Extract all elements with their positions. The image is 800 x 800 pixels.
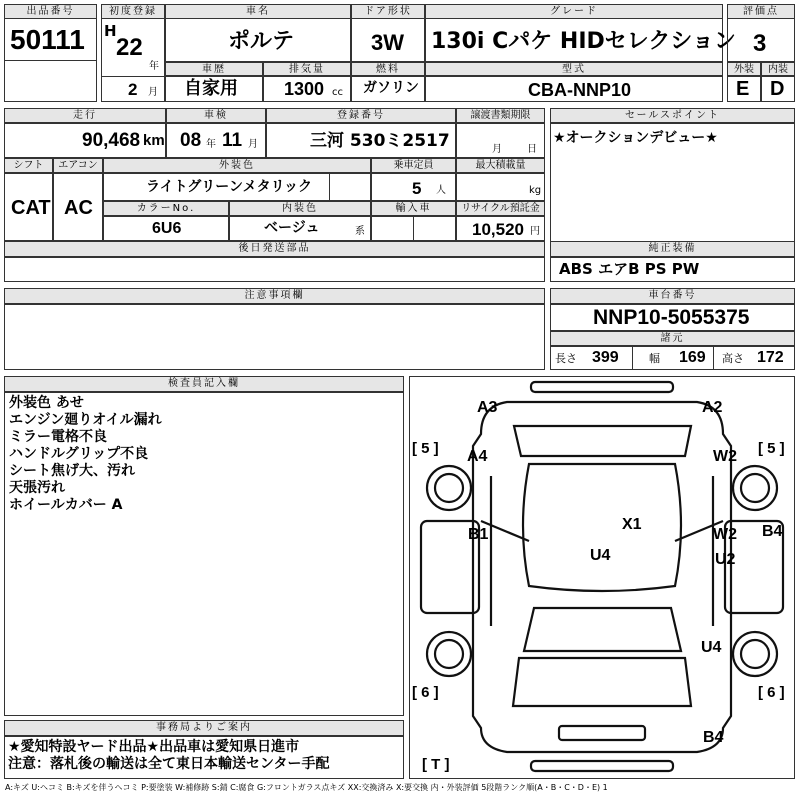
spare-tire-shape [559, 726, 645, 740]
grade: 130i Cパケ HIDセレクション [431, 29, 736, 54]
car-outline-shape [473, 399, 731, 752]
interior-grade: D [770, 78, 785, 100]
inspector-note: 天張汚れ [9, 480, 65, 496]
wheel-rr-shape [733, 466, 777, 510]
width-label: 幅 [649, 352, 660, 365]
inspector-note: ホイールカバー A [9, 497, 123, 513]
width: 169 [679, 349, 706, 366]
year-unit: 年 [149, 61, 159, 72]
lot-number-label: 出品番号 [4, 4, 97, 19]
door-type: 3W [371, 30, 404, 55]
windshield-shape [524, 608, 681, 651]
interior-color-label: 内装色 [229, 201, 371, 216]
sales-point-text: ★オークションデビュー★ [553, 130, 718, 146]
capacity: 5 [412, 179, 422, 198]
fuel-label: 燃料 [351, 62, 425, 76]
color-no-label: カラーNo. [103, 201, 229, 216]
import-divider [413, 216, 414, 241]
first-reg-month: 2 [128, 80, 138, 99]
damage-mark-a3: A3 [477, 399, 498, 416]
damage-mark-w2: W2 [713, 448, 737, 465]
office-line: ★愛知特設ヤード出品★出品車は愛知県日進市 [8, 739, 300, 755]
interior-color-unit: 系 [355, 226, 365, 237]
recycle-deposit: 10,520 [472, 220, 524, 239]
exterior-color: ライトグリーンメタリック [146, 179, 313, 195]
spec-divider-1 [632, 346, 633, 370]
transfer-month-unit: 月 [492, 144, 502, 155]
damage-mark-u4: U4 [590, 547, 611, 564]
height: 172 [757, 349, 784, 366]
caution-label: 注意事項欄 [4, 288, 545, 304]
wheel-rl-inner [435, 474, 463, 502]
wheel-rl-shape [427, 466, 471, 510]
chassis-label: 車台番号 [550, 288, 795, 304]
damage-mark-u4: U4 [701, 639, 722, 656]
plate-label: 登録番号 [266, 108, 456, 123]
car-name: ポルテ [228, 29, 295, 54]
inspector-label: 検査員記入欄 [4, 376, 404, 392]
score: 3 [753, 30, 767, 57]
max-load-label: 最大積載量 [456, 158, 545, 173]
fuel: ガソリン [363, 80, 419, 96]
lot-number: 50111 [10, 24, 85, 55]
interior-label: 内装 [761, 62, 795, 76]
grade-label: グレード [425, 4, 723, 19]
inspector-note: エンジン廻りオイル漏れ [9, 412, 162, 428]
ac-label: エアコン [53, 158, 103, 173]
mileage: 90,468 [82, 130, 141, 151]
sales-point-label: セールスポイント [550, 108, 795, 123]
later-parts-box [4, 257, 545, 282]
length: 399 [592, 349, 619, 366]
color-no: 6U6 [152, 220, 182, 237]
exterior-label: 外装 [727, 62, 761, 76]
era: H [104, 22, 117, 40]
bracket-bottom: [ T ] [422, 756, 450, 773]
mileage-label: 走行 [4, 108, 166, 123]
shift: CAT [11, 197, 51, 219]
legend-text: A:キズ U:ヘコミ B:キズを伴うヘコミ P:要塗装 W:補修跡 S:錆 C:腐食 G:フロントガラス点キズ XX:交換済み X:要交換 内・外装評価 5段階ランク順(A・B・C・D・E) 1 [5, 783, 608, 792]
score-label: 評価点 [727, 4, 795, 19]
office-line: 注意：落札後の輸送は全て東日本輸送センター手配 [8, 756, 330, 772]
bracket-top-right: [ 5 ] [758, 440, 785, 457]
max-load-unit: kg [529, 185, 542, 196]
inspector-note: 外装色 あせ [9, 395, 84, 411]
mileage-unit: km [143, 132, 165, 149]
chassis-number: NNP10-5055375 [593, 306, 750, 329]
inspection-month-unit: 月 [248, 139, 258, 150]
car-name-label: 車名 [165, 4, 351, 19]
interior-color: ベージュ [264, 220, 320, 236]
color-divider [329, 173, 330, 201]
damage-mark-b4: B4 [703, 729, 724, 746]
inspection-year-unit: 年 [206, 139, 216, 150]
damage-mark-a4: A4 [467, 448, 488, 465]
front-bumper-shape [531, 761, 673, 771]
damage-mark-a2: A2 [702, 399, 723, 416]
displacement-label: 排気量 [263, 62, 351, 76]
air-conditioner: AC [64, 197, 93, 219]
shift-label: シフト [4, 158, 53, 173]
height-label: 高さ [722, 352, 744, 365]
model-label: 型式 [425, 62, 723, 76]
rear-bumper-shape [531, 382, 673, 392]
first-reg-divider [101, 76, 165, 77]
caution-box [4, 304, 545, 370]
hood-shape [513, 658, 691, 706]
wheel-fr-inner [741, 640, 769, 668]
damage-mark-b4: B4 [762, 523, 783, 540]
inspector-note: ミラー電格不良 [9, 429, 107, 445]
transfer-day-unit: 日 [527, 144, 537, 155]
bracket-bottom-left: [ 6 ] [412, 684, 439, 701]
model: CBA-NNP10 [528, 80, 632, 100]
equipment: ABS エアB PS PW [559, 260, 700, 278]
spec-label: 諸元 [550, 331, 795, 346]
recycle-unit: 円 [530, 226, 540, 237]
equipment-label: 純正装備 [550, 241, 795, 257]
import-label: 輸入車 [371, 201, 456, 216]
plate-number: 三河 530ミ2517 [310, 131, 450, 151]
inspector-notes [9, 395, 162, 514]
capacity-label: 乗車定員 [371, 158, 456, 173]
lot-divider [4, 60, 97, 61]
bracket-bottom-right: [ 6 ] [758, 684, 785, 701]
wheel-fl-inner [435, 640, 463, 668]
wheel-rr-inner [741, 474, 769, 502]
first-reg-label: 初度登録 [101, 4, 165, 19]
inspector-note: シート焦げ大、汚れ [9, 463, 135, 479]
car-diagram [409, 376, 795, 779]
office-label: 事務局よりご案内 [4, 720, 404, 736]
first-reg-year: 22 [116, 34, 143, 61]
displacement-unit: cc [332, 87, 343, 98]
later-parts-label: 後日発送部品 [4, 241, 545, 257]
displacement: 1300 [284, 79, 325, 99]
history: 自家用 [184, 78, 238, 99]
inspector-note: ハンドルグリップ不良 [9, 446, 149, 462]
capacity-unit: 人 [436, 185, 446, 196]
inspection-month: 11 [222, 130, 243, 151]
history-label: 車歴 [165, 62, 263, 76]
damage-mark-w2: W2 [713, 526, 737, 543]
bracket-top-left: [ 5 ] [412, 440, 439, 457]
office-notes [8, 739, 329, 773]
wheel-fr-shape [733, 632, 777, 676]
inspection-label: 車検 [166, 108, 266, 123]
exterior-color-label: 外装色 [103, 158, 371, 173]
wheel-fl-shape [427, 632, 471, 676]
damage-mark-b1: B1 [468, 526, 489, 543]
rear-window-shape [514, 426, 691, 456]
transfer-doc-label: 譲渡書類期限 [456, 108, 545, 123]
damage-mark-x1: X1 [622, 516, 642, 533]
exterior-grade: E [736, 78, 750, 100]
length-label: 長さ [555, 352, 577, 365]
inspection-year: 08 [180, 130, 202, 151]
spec-divider-2 [713, 346, 714, 370]
roof-shape [523, 464, 681, 591]
month-unit: 月 [148, 87, 158, 98]
recycle-label: リサイクル預託金 [456, 201, 545, 216]
door-label: ドア形状 [351, 4, 425, 19]
damage-mark-u2: U2 [715, 551, 736, 568]
